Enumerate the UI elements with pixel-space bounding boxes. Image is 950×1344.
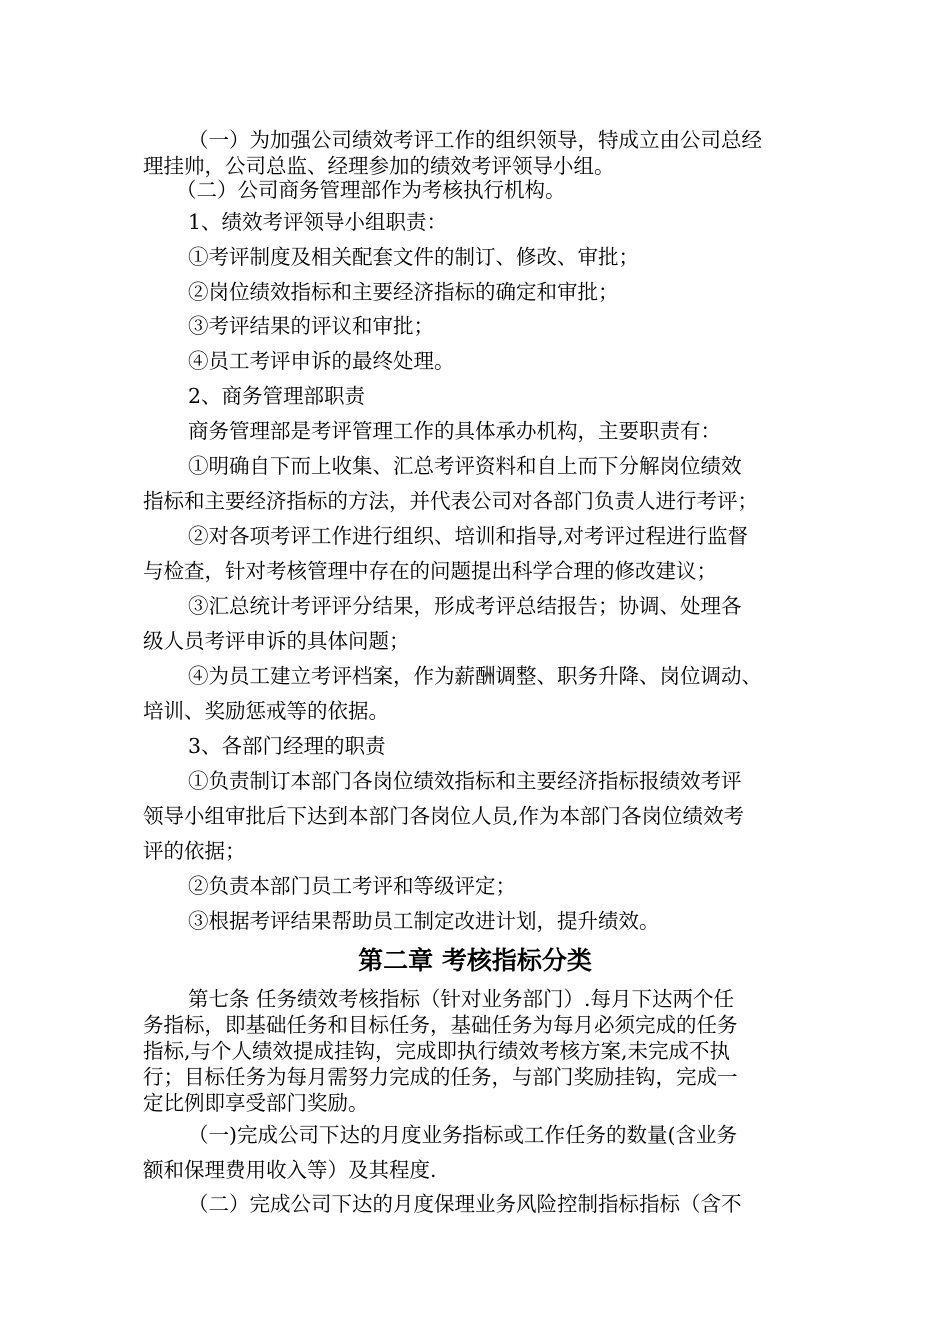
p15-line-1: ①负责制订本部门各岗位绩效指标和主要经济指标报绩效考评 — [188, 769, 742, 793]
p11-line-1: ②对各项考评工作进行组织、培训和指导,对考评过程进行监督 — [188, 524, 749, 548]
p8-line-1: 2、商务管理部职责 — [188, 384, 366, 408]
p10-line-2: 指标和主要经济指标的方法，并代表公司对各部门负责人进行考评； — [143, 489, 758, 513]
p19-line-2: 额和保理费用收入等）及其程度. — [143, 1158, 437, 1182]
p16-line-1: ②负责本部门员工考评和等级评定； — [188, 874, 516, 898]
p5-line-1: ②岗位绩效指标和主要经济指标的确定和审批； — [188, 280, 619, 304]
p11-line-2: 与检查，针对考核管理中存在的问题提出科学合理的修改建议； — [143, 559, 717, 583]
p18-line-3: 指标,与个人绩效提成挂钩，完成即执行绩效考核方案,未完成不执 — [143, 1039, 731, 1063]
p9-line-1: 商务管理部是考评管理工作的具体承办机构，主要职责有： — [188, 419, 721, 443]
p4-line-1: ①考评制度及相关配套文件的制订、修改、审批； — [188, 245, 639, 269]
p14-line-1: 3、各部门经理的职责 — [188, 734, 386, 758]
p12-line-1: ③汇总统计考评评分结果，形成考评总结报告；协调、处理各 — [188, 594, 742, 618]
p13-line-1: ④为员工建立考评档案，作为薪酬调整、职务升降、岗位调动、 — [188, 664, 762, 688]
p2-line-1: （二）公司商务管理部作为考核执行机构。 — [176, 178, 566, 202]
p18-line-1: 第七条 任务绩效考核指标（针对业务部门）.每月下达两个任 — [188, 987, 735, 1011]
p6-line-1: ③考评结果的评议和审批； — [188, 314, 434, 338]
p15-line-3: 评的依据； — [143, 839, 246, 863]
p19-line-1: （一)完成公司下达的月度业务指标或工作任务的数量(含业务 — [188, 1123, 737, 1147]
p1-line-1: （一）为加强公司绩效考评工作的组织领导，特成立由公司总经 — [188, 128, 762, 152]
p15-line-2: 领导小组审批后下达到本部门各岗位人员,作为本部门各岗位绩效考 — [143, 804, 745, 828]
p7-line-1: ④员工考评申诉的最终处理。 — [188, 349, 455, 373]
p18-line-5: 定比例即享受部门奖励。 — [143, 1091, 369, 1115]
p12-line-2: 级人员考评申诉的具体问题； — [143, 629, 410, 653]
p18-line-2: 务指标，即基础任务和目标任务，基础任务为每月必须完成的任务 — [143, 1013, 738, 1037]
chapter-heading: 第二章 考核指标分类 — [358, 946, 592, 975]
p1-line-2: 理挂帅，公司总监、经理参加的绩效考评领导小组。 — [143, 154, 615, 178]
p13-line-2: 培训、奖励惩戒等的依据。 — [143, 699, 389, 723]
p20-line-1: （二）完成公司下达的月度保理业务风险控制指标指标（含不 — [188, 1192, 742, 1216]
p3-line-1: 1、绩效考评领导小组职责： — [188, 210, 448, 234]
p17-line-1: ③根据考评结果帮助员工制定改进计划，提升绩效。 — [188, 909, 660, 933]
p10-line-1: ①明确自下而上收集、汇总考评资料和自上而下分解岗位绩效 — [188, 454, 742, 478]
p18-line-4: 行；目标任务为每月需努力完成的任务，与部门奖励挂钩，完成一 — [143, 1065, 738, 1089]
